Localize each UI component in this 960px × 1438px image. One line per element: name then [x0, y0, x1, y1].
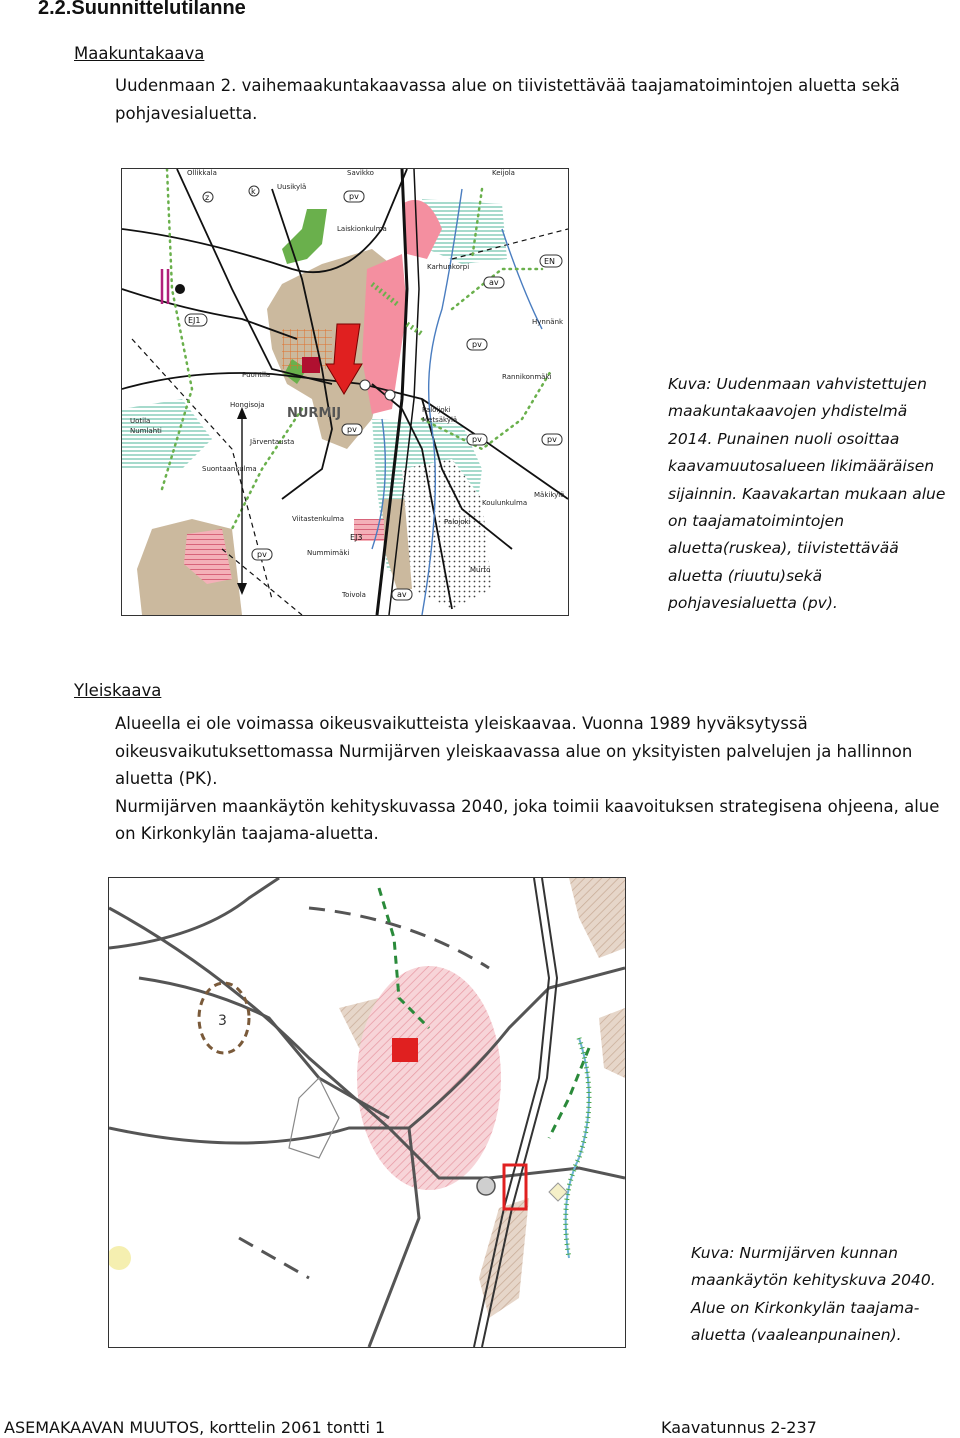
- place-label: Puontila: [242, 371, 271, 379]
- caption-line: sijainnin. Kaavakartan mukaan alue: [668, 484, 946, 503]
- section-heading: 2.2.Suunnittelutilanne: [38, 0, 246, 19]
- place-label: Rannikonmäki: [502, 373, 552, 381]
- svg-text:pv: pv: [349, 192, 359, 201]
- label-pv-6: [467, 339, 487, 350]
- maakuntakaava-caption: [668, 371, 945, 618]
- maakuntakaava-map: [121, 168, 569, 616]
- place-label: Uusikylä: [277, 183, 307, 191]
- svg-text:EN: EN: [544, 257, 556, 266]
- yleiskaava-paragraph-1: Alueella ei ole voimassa oikeusvaikutteista yleiskaavaa. Vuonna 1989 hyväksytyssä oikeusvaikutuksettomassa Nurmijärven yleiskaavassa alue on yksityisten palvelujen ja hallinnon aluetta (PK).: [115, 714, 913, 788]
- place-label: Karhunkorpi: [427, 263, 470, 271]
- label-ej1: [185, 314, 207, 326]
- yleiskaava-text: [115, 710, 952, 848]
- yleiskaava-title: Yleiskaava: [74, 681, 162, 700]
- kehityskuva-map: [108, 877, 626, 1348]
- svg-text:pv: pv: [472, 340, 482, 349]
- place-label: Koulunkulma: [482, 499, 528, 507]
- svg-text:pv: pv: [347, 425, 357, 434]
- label-pv-2: [342, 424, 362, 435]
- label-k: [249, 186, 259, 196]
- maakuntakaava-title: Maakuntakaava: [74, 44, 205, 63]
- place-label: Nummimäki: [307, 549, 350, 557]
- label-en: [540, 255, 562, 267]
- red-square-marker: [392, 1038, 418, 1062]
- svg-text:z: z: [205, 193, 210, 202]
- svg-text:av: av: [489, 278, 499, 287]
- label-av-2: [392, 589, 412, 600]
- caption-line: Alue on Kirkonkylän taajama-: [691, 1298, 920, 1317]
- caption-line: kaavamuutosalueen likimääräisen: [668, 457, 935, 476]
- place-label: Metsäkylä: [422, 416, 458, 424]
- svg-text:k: k: [251, 187, 256, 196]
- caption-line: maakuntakaavojen yhdistelmä: [668, 402, 908, 421]
- label-z: [203, 192, 213, 202]
- pink-town-area: [357, 966, 501, 1190]
- footer-right: Kaavatunnus 2-237: [661, 1418, 817, 1437]
- caption-line: 2014. Punainen nuoli osoittaa: [668, 429, 900, 448]
- caption-line: Kuva: Nurmijärven kunnan: [691, 1244, 898, 1262]
- caption-line: aluetta(ruskea), tiivistettävää: [668, 539, 899, 558]
- label-pv-3: [467, 434, 487, 445]
- place-label: Palojoki: [444, 518, 471, 526]
- yleiskaava-paragraph-2: Nurmijärven maankäytön kehityskuvassa 2040, joka toimii kaavoituksen strategisena ohjeena, alue on Kirkonkylän taajama-aluetta.: [115, 796, 940, 843]
- place-label: Hongisoja: [230, 401, 265, 409]
- place-label: Paloijoki: [422, 406, 451, 414]
- place-label: Järventausta: [250, 438, 295, 446]
- place-label: Ollikkala: [187, 169, 217, 177]
- caption-line: aluetta (vaaleanpunainen).: [691, 1326, 902, 1345]
- svg-text:pv: pv: [472, 435, 482, 444]
- map-label-nurmi: NURMIJ: [287, 406, 342, 421]
- place-label: Keijola: [492, 169, 515, 177]
- place-label: Uotila: [130, 417, 151, 425]
- svg-text:pv: pv: [547, 435, 557, 444]
- place-label: Suontaankulma: [202, 465, 257, 473]
- label-av-1: [484, 277, 504, 288]
- place-label: Savikko: [347, 169, 374, 177]
- place-label: Viitastenkulma: [292, 515, 345, 523]
- red-square: [302, 357, 320, 373]
- label-pv-5: [542, 434, 562, 445]
- place-label: Hynnänk: [532, 318, 564, 326]
- label-pv-1: [344, 191, 364, 202]
- area-number-label: 3: [218, 1013, 227, 1029]
- kehityskuva-caption: [691, 1240, 936, 1350]
- caption-line: aluetta (riuutu)sekä: [668, 566, 823, 585]
- label-pv-4: [252, 549, 272, 560]
- caption-line: on taajamatoimintojen: [668, 512, 845, 531]
- label-ej3: EJ3: [350, 533, 363, 542]
- svg-text:pv: pv: [257, 550, 267, 559]
- footer-left: ASEMAKAAVAN MUUTOS, korttelin 2061 tontti 1: [4, 1418, 386, 1437]
- place-label: Laiskionkulma: [337, 225, 387, 233]
- svg-text:av: av: [397, 590, 407, 599]
- caption-line: Kuva: Uudenmaan vahvistettujen: [668, 375, 927, 393]
- caption-line: pohjavesialuetta (pv).: [668, 594, 838, 613]
- svg-text:EJ1: EJ1: [188, 316, 201, 325]
- place-label: Murto: [470, 566, 491, 574]
- place-label: Numlahti: [130, 427, 162, 435]
- place-label: Toivola: [342, 591, 366, 599]
- place-label: Mäkikylä: [534, 491, 565, 499]
- caption-line: maankäytön kehityskuva 2040.: [691, 1271, 936, 1290]
- maakuntakaava-text: Uudenmaan 2. vaihemaakuntakaavassa alue on tiivistettävää taajamatoimintojen aluetta sekä pohjavesialuetta.: [115, 76, 900, 123]
